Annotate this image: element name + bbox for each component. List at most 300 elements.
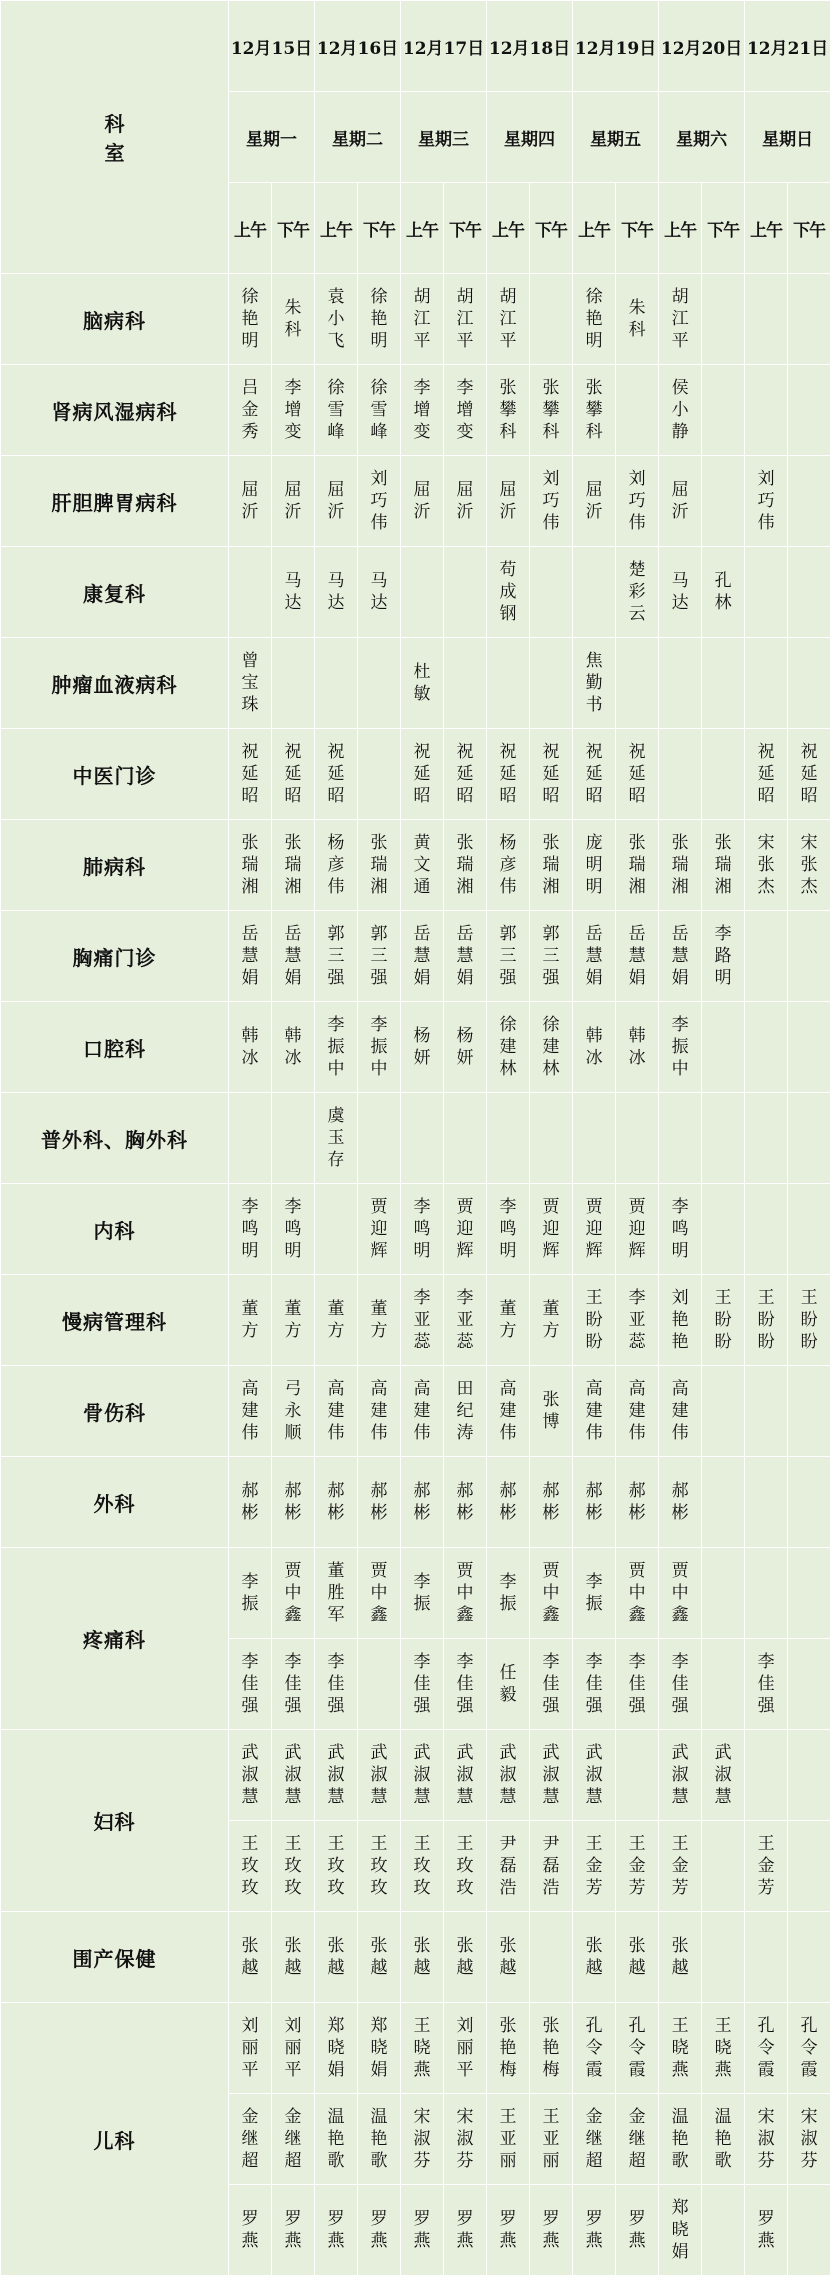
doctor-cell [272, 1275, 315, 1366]
doctor-name: 张攀科 [542, 378, 560, 442]
doctor-cell [616, 1639, 659, 1730]
am-header: 上午 [573, 183, 616, 274]
doctor-name: 董方 [370, 1299, 388, 1341]
doctor-cell [272, 1548, 315, 1639]
weekday-header: 星期六 [659, 92, 745, 183]
doctor-name: 王玫玫 [241, 1834, 259, 1898]
doctor-cell [659, 1184, 702, 1275]
doctor-name: 韩冰 [628, 1026, 646, 1068]
weekday-header: 星期日 [745, 92, 831, 183]
doctor-name: 王盼盼 [585, 1288, 603, 1352]
doctor-name: 祝延昭 [757, 742, 775, 806]
doctor-cell [616, 1184, 659, 1275]
doctor-cell [745, 1366, 788, 1457]
doctor-cell [487, 274, 530, 365]
doctor-name: 弓永顺 [284, 1379, 302, 1443]
department-row [1, 1275, 831, 1366]
doctor-name: 胡江平 [499, 287, 517, 351]
doctor-cell [745, 820, 788, 911]
doctor-cell [659, 1366, 702, 1457]
doctor-name: 屈沂 [327, 480, 345, 522]
department-name: 疼痛科 [1, 1548, 229, 1730]
doctor-name: 尹磊浩 [542, 1834, 560, 1898]
doctor-cell [702, 2185, 745, 2276]
doctor-name: 张瑞湘 [714, 833, 732, 897]
doctor-cell [229, 1093, 272, 1184]
doctor-name: 李佳强 [628, 1652, 646, 1716]
doctor-name: 李佳强 [413, 1652, 431, 1716]
doctor-name: 郭三强 [542, 924, 560, 988]
doctor-cell [573, 547, 616, 638]
doctor-name: 王玫玫 [327, 1834, 345, 1898]
doctor-cell [444, 1093, 487, 1184]
doctor-name: 张瑞湘 [671, 833, 689, 897]
doctor-name: 岳慧娟 [671, 924, 689, 988]
doctor-cell [573, 274, 616, 365]
doctor-cell [315, 1639, 358, 1730]
doctor-cell [530, 1002, 573, 1093]
doctor-cell [788, 1912, 831, 2003]
doctor-name: 李佳强 [284, 1652, 302, 1716]
doctor-name: 张瑞湘 [456, 833, 474, 897]
doctor-name: 贾中鑫 [542, 1561, 560, 1625]
doctor-name: 宋淑芬 [413, 2107, 431, 2171]
doctor-name: 郝彬 [413, 1481, 431, 1523]
doctor-cell [702, 547, 745, 638]
doctor-name: 徐艳明 [585, 287, 603, 351]
pm-header: 下午 [702, 183, 745, 274]
doctor-name: 祝延昭 [628, 742, 646, 806]
doctor-name: 刘丽平 [284, 2016, 302, 2080]
doctor-name: 武淑慧 [585, 1743, 603, 1807]
doctor-name: 金继超 [284, 2107, 302, 2171]
doctor-cell [616, 365, 659, 456]
doctor-cell [659, 456, 702, 547]
doctor-cell [573, 1275, 616, 1366]
doctor-name: 祝延昭 [241, 742, 259, 806]
doctor-name: 王金芳 [671, 1834, 689, 1898]
doctor-cell [659, 1730, 702, 1821]
doctor-cell [487, 1730, 530, 1821]
doctor-cell [272, 2094, 315, 2185]
doctor-cell [616, 1821, 659, 1912]
department-name: 妇科 [1, 1730, 229, 1912]
doctor-name: 刘巧伟 [628, 469, 646, 533]
department-name: 骨伤科 [1, 1366, 229, 1457]
doctor-cell [229, 1184, 272, 1275]
department-row [1, 638, 831, 729]
department-row [1, 1548, 831, 1639]
doctor-cell [272, 1912, 315, 2003]
doctor-name: 刘巧伟 [542, 469, 560, 533]
department-row [1, 1730, 831, 1821]
doctor-cell [788, 2185, 831, 2276]
department-name: 胸痛门诊 [1, 911, 229, 1002]
doctor-cell [530, 547, 573, 638]
doctor-cell [229, 2003, 272, 2094]
doctor-name: 郭三强 [327, 924, 345, 988]
doctor-cell [745, 456, 788, 547]
doctor-cell [530, 2185, 573, 2276]
doctor-cell [788, 365, 831, 456]
doctor-name: 罗燕 [413, 2209, 431, 2251]
doctor-name: 李路明 [714, 924, 732, 988]
doctor-name: 董方 [241, 1299, 259, 1341]
doctor-cell [530, 1275, 573, 1366]
doctor-cell [444, 729, 487, 820]
doctor-cell [315, 2094, 358, 2185]
doctor-name: 郝彬 [284, 1481, 302, 1523]
doctor-name: 张越 [456, 1936, 474, 1978]
doctor-cell [702, 911, 745, 1002]
doctor-name: 王金芳 [757, 1834, 775, 1898]
doctor-name: 武淑慧 [370, 1743, 388, 1807]
doctor-name: 杨妍 [456, 1026, 474, 1068]
doctor-name: 郑晓娟 [370, 2016, 388, 2080]
doctor-cell [315, 2003, 358, 2094]
doctor-cell [272, 1002, 315, 1093]
doctor-cell [530, 729, 573, 820]
doctor-name: 武淑慧 [456, 1743, 474, 1807]
doctor-cell [659, 2094, 702, 2185]
department-column-header: 科 室 [1, 1, 229, 274]
doctor-name: 罗燕 [284, 2209, 302, 2251]
doctor-name: 高建伟 [241, 1379, 259, 1443]
doctor-cell [573, 2094, 616, 2185]
doctor-name: 李增变 [284, 378, 302, 442]
doctor-cell [401, 547, 444, 638]
doctor-cell [401, 911, 444, 1002]
doctor-name: 张瑞湘 [241, 833, 259, 897]
doctor-cell [530, 1730, 573, 1821]
doctor-cell [358, 1457, 401, 1548]
doctor-cell [315, 1002, 358, 1093]
doctor-name: 徐建林 [542, 1015, 560, 1079]
doctor-name: 张越 [499, 1936, 517, 1978]
doctor-cell [745, 1457, 788, 1548]
doctor-name: 刘巧伟 [757, 469, 775, 533]
doctor-cell [358, 638, 401, 729]
doctor-name: 岳慧娟 [241, 924, 259, 988]
am-header: 上午 [401, 183, 444, 274]
doctor-name: 侯小静 [671, 378, 689, 442]
doctor-cell [788, 2003, 831, 2094]
doctor-name: 罗燕 [370, 2209, 388, 2251]
pm-header: 下午 [616, 183, 659, 274]
doctor-name: 孔令霞 [628, 2016, 646, 2080]
doctor-name: 武淑慧 [499, 1743, 517, 1807]
doctor-name: 贾中鑫 [671, 1561, 689, 1625]
doctor-name: 郑晓娟 [671, 2198, 689, 2262]
doctor-cell [487, 638, 530, 729]
doctor-name: 武淑慧 [714, 1743, 732, 1807]
doctor-cell [444, 1639, 487, 1730]
doctor-name: 贾迎辉 [370, 1197, 388, 1261]
doctor-name: 李亚蕊 [413, 1288, 431, 1352]
doctor-cell [315, 1821, 358, 1912]
doctor-cell [530, 274, 573, 365]
doctor-name: 贾中鑫 [284, 1561, 302, 1625]
department-row [1, 729, 831, 820]
doctor-cell [530, 638, 573, 729]
doctor-name: 李振 [413, 1572, 431, 1614]
doctor-name: 贾迎辉 [628, 1197, 646, 1261]
doctor-name: 祝延昭 [327, 742, 345, 806]
doctor-name: 韩冰 [241, 1026, 259, 1068]
doctor-name: 李振 [241, 1572, 259, 1614]
doctor-cell [616, 911, 659, 1002]
doctor-cell [358, 911, 401, 1002]
doctor-cell [788, 1821, 831, 1912]
doctor-cell [788, 638, 831, 729]
doctor-name: 屈沂 [585, 480, 603, 522]
doctor-name: 徐雪峰 [370, 378, 388, 442]
doctor-name: 张瑞湘 [284, 833, 302, 897]
doctor-cell [702, 2094, 745, 2185]
doctor-name: 罗燕 [585, 2209, 603, 2251]
doctor-name: 李佳强 [542, 1652, 560, 1716]
doctor-cell [702, 729, 745, 820]
doctor-name: 贾迎辉 [456, 1197, 474, 1261]
doctor-cell [401, 2185, 444, 2276]
doctor-cell [616, 1275, 659, 1366]
doctor-name: 王亚丽 [542, 2107, 560, 2171]
doctor-name: 楚彩云 [628, 560, 646, 624]
doctor-cell [788, 1184, 831, 1275]
date-header: 12月21日 [745, 1, 831, 92]
date-header: 12月17日 [401, 1, 487, 92]
doctor-name: 庞明明 [585, 833, 603, 897]
doctor-name: 王亚丽 [499, 2107, 517, 2171]
doctor-cell [401, 1548, 444, 1639]
doctor-cell [702, 1457, 745, 1548]
doctor-cell [788, 456, 831, 547]
doctor-name: 刘艳艳 [671, 1288, 689, 1352]
doctor-cell [401, 1457, 444, 1548]
department-name: 康复科 [1, 547, 229, 638]
doctor-cell [444, 1912, 487, 2003]
pm-header: 下午 [788, 183, 831, 274]
doctor-cell [358, 547, 401, 638]
doctor-cell [315, 2185, 358, 2276]
doctor-cell [530, 456, 573, 547]
doctor-name: 李鸣明 [671, 1197, 689, 1261]
doctor-cell [788, 1639, 831, 1730]
date-header: 12月19日 [573, 1, 659, 92]
doctor-cell [745, 1548, 788, 1639]
doctor-name: 李振中 [671, 1015, 689, 1079]
schedule-header [1, 1, 831, 274]
doctor-name: 李佳强 [241, 1652, 259, 1716]
doctor-cell [487, 1457, 530, 1548]
doctor-cell [272, 1457, 315, 1548]
doctor-name: 高建伟 [628, 1379, 646, 1443]
doctor-name: 祝延昭 [800, 742, 818, 806]
doctor-cell [530, 911, 573, 1002]
doctor-cell [659, 1093, 702, 1184]
doctor-name: 杨彦伟 [327, 833, 345, 897]
department-name: 慢病管理科 [1, 1275, 229, 1366]
doctor-cell [358, 274, 401, 365]
doctor-cell [659, 365, 702, 456]
doctor-name: 李佳强 [585, 1652, 603, 1716]
doctor-name: 武淑慧 [327, 1743, 345, 1807]
department-row [1, 911, 831, 1002]
doctor-cell [573, 638, 616, 729]
doctor-name: 王盼盼 [800, 1288, 818, 1352]
doctor-cell [616, 456, 659, 547]
doctor-cell [358, 1821, 401, 1912]
doctor-cell [444, 274, 487, 365]
doctor-name: 王晓燕 [714, 2016, 732, 2080]
doctor-name: 屈沂 [241, 480, 259, 522]
doctor-name: 屈沂 [413, 480, 431, 522]
doctor-cell [702, 365, 745, 456]
doctor-cell [659, 729, 702, 820]
doctor-cell [315, 1275, 358, 1366]
doctor-name: 郝彬 [671, 1481, 689, 1523]
doctor-cell [444, 2185, 487, 2276]
doctor-name: 高建伟 [499, 1379, 517, 1443]
doctor-cell [573, 2003, 616, 2094]
doctor-cell [272, 2003, 315, 2094]
doctor-cell [573, 820, 616, 911]
doctor-cell [401, 2094, 444, 2185]
doctor-cell [272, 1184, 315, 1275]
doctor-cell [745, 1912, 788, 2003]
department-row [1, 1912, 831, 2003]
doctor-cell [315, 365, 358, 456]
doctor-cell [401, 365, 444, 456]
doctor-name: 高建伟 [671, 1379, 689, 1443]
doctor-cell [702, 1002, 745, 1093]
doctor-name: 罗燕 [499, 2209, 517, 2251]
doctor-name: 王玫玫 [413, 1834, 431, 1898]
doctor-name: 武淑慧 [542, 1743, 560, 1807]
doctor-cell [573, 365, 616, 456]
doctor-cell [229, 2094, 272, 2185]
doctor-name: 郝彬 [628, 1481, 646, 1523]
doctor-name: 张越 [671, 1936, 689, 1978]
doctor-cell [788, 911, 831, 1002]
doctor-name: 马达 [370, 571, 388, 613]
doctor-cell [315, 820, 358, 911]
doctor-name: 马达 [671, 571, 689, 613]
doctor-cell [788, 1730, 831, 1821]
doctor-name: 宋张杰 [800, 833, 818, 897]
doctor-cell [358, 365, 401, 456]
doctor-cell [358, 1093, 401, 1184]
doctor-name: 岳慧娟 [413, 924, 431, 988]
doctor-name: 刘丽平 [241, 2016, 259, 2080]
doctor-cell [229, 1457, 272, 1548]
doctor-cell [272, 638, 315, 729]
pm-header: 下午 [530, 183, 573, 274]
doctor-name: 李佳强 [757, 1652, 775, 1716]
doctor-cell [745, 2003, 788, 2094]
department-row [1, 274, 831, 365]
department-name: 中医门诊 [1, 729, 229, 820]
doctor-cell [401, 1275, 444, 1366]
doctor-cell [358, 1184, 401, 1275]
doctor-name: 祝延昭 [585, 742, 603, 806]
doctor-cell [229, 365, 272, 456]
doctor-cell [573, 1002, 616, 1093]
doctor-name: 马达 [284, 571, 302, 613]
doctor-cell [315, 547, 358, 638]
doctor-cell [315, 911, 358, 1002]
doctor-cell [358, 2094, 401, 2185]
doctor-cell [616, 1093, 659, 1184]
doctor-cell [358, 1275, 401, 1366]
doctor-cell [573, 1093, 616, 1184]
department-name: 肝胆脾胃病科 [1, 456, 229, 547]
doctor-cell [616, 274, 659, 365]
doctor-cell [444, 547, 487, 638]
doctor-cell [444, 365, 487, 456]
doctor-cell [315, 1548, 358, 1639]
doctor-name: 刘巧伟 [370, 469, 388, 533]
doctor-cell [659, 1639, 702, 1730]
doctor-cell [659, 820, 702, 911]
doctor-name: 岳慧娟 [585, 924, 603, 988]
doctor-cell [616, 1457, 659, 1548]
doctor-name: 虞玉存 [327, 1106, 345, 1170]
doctor-cell [702, 638, 745, 729]
department-row [1, 820, 831, 911]
doctor-cell [702, 1912, 745, 2003]
doctor-cell [659, 1821, 702, 1912]
doctor-cell [444, 1548, 487, 1639]
doctor-cell [530, 1639, 573, 1730]
doctor-name: 祝延昭 [499, 742, 517, 806]
weekday-header: 星期五 [573, 92, 659, 183]
doctor-cell [229, 1730, 272, 1821]
doctor-name: 贾中鑫 [370, 1561, 388, 1625]
doctor-name: 李鸣明 [413, 1197, 431, 1261]
doctor-cell [788, 1275, 831, 1366]
doctor-cell [272, 274, 315, 365]
department-row [1, 1002, 831, 1093]
doctor-cell [401, 1366, 444, 1457]
doctor-cell [358, 2003, 401, 2094]
doctor-cell [229, 911, 272, 1002]
doctor-name: 祝延昭 [284, 742, 302, 806]
doctor-name: 孔令霞 [757, 2016, 775, 2080]
doctor-name: 岳慧娟 [284, 924, 302, 988]
doctor-name: 徐艳明 [241, 287, 259, 351]
doctor-name: 李振 [585, 1572, 603, 1614]
doctor-cell [530, 1912, 573, 2003]
doctor-cell [788, 547, 831, 638]
doctor-cell [788, 1548, 831, 1639]
doctor-cell [401, 638, 444, 729]
am-header: 上午 [315, 183, 358, 274]
weekday-header: 星期一 [229, 92, 315, 183]
doctor-cell [229, 1912, 272, 2003]
doctor-cell [401, 1002, 444, 1093]
doctor-name: 武淑慧 [241, 1743, 259, 1807]
doctor-name: 祝延昭 [542, 742, 560, 806]
doctor-name: 宋淑芬 [800, 2107, 818, 2171]
doctor-cell [702, 1093, 745, 1184]
doctor-cell [745, 365, 788, 456]
doctor-name: 曾宝珠 [241, 651, 259, 715]
doctor-cell [401, 1912, 444, 2003]
doctor-cell [487, 1366, 530, 1457]
doctor-name: 温艳歌 [370, 2107, 388, 2171]
doctor-name: 张越 [585, 1936, 603, 1978]
